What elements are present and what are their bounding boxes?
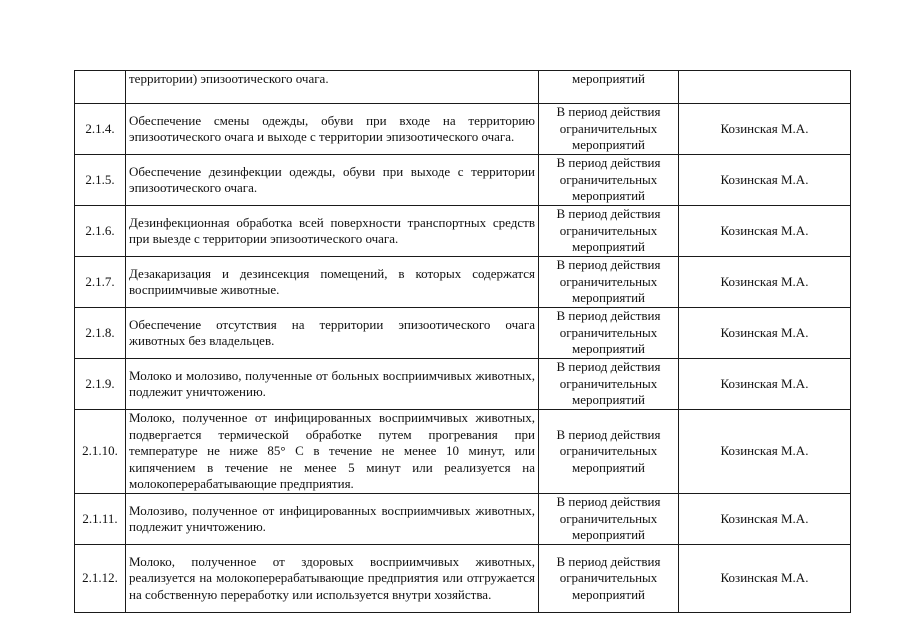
- table-row: [75, 359, 851, 410]
- row-responsible: Козинская М.А.: [679, 494, 851, 545]
- row-number: 2.1.11.: [75, 494, 126, 545]
- row-term: В период действия ограничительных мероприятий: [539, 206, 679, 257]
- table-row: [75, 257, 851, 308]
- row-responsible: Козинская М.А.: [679, 257, 851, 308]
- row-number: 2.1.8.: [75, 308, 126, 359]
- row-description: Молоко и молозиво, полученные от больных восприимчивых животных, подлежит уничтожению.: [126, 359, 539, 410]
- row-number: 2.1.4.: [75, 104, 126, 155]
- row-number: 2.1.9.: [75, 359, 126, 410]
- row-number: 2.1.7.: [75, 257, 126, 308]
- row-term: В период действия ограничительных мероприятий: [539, 104, 679, 155]
- row-term: В период действия ограничительных мероприятий: [539, 359, 679, 410]
- table-row: [75, 104, 851, 155]
- row-term: В период действия ограничительных мероприятий: [539, 545, 679, 613]
- row-description-text: территории) эпизоотического очага.: [129, 71, 329, 86]
- row-number: 2.1.10.: [75, 410, 126, 494]
- row-term: В период действия ограничительных мероприятий: [539, 308, 679, 359]
- measures-table: [74, 70, 851, 613]
- row-responsible: Козинская М.А.: [679, 545, 851, 613]
- table-row: [75, 308, 851, 359]
- row-responsible: Козинская М.А.: [679, 410, 851, 494]
- row-term: В период действия ограничительных мероприятий: [539, 410, 679, 494]
- row-responsible: Козинская М.А.: [679, 308, 851, 359]
- row-responsible: [679, 71, 851, 104]
- row-description: [126, 71, 539, 104]
- row-term: [539, 71, 679, 104]
- row-description: Обеспечение дезинфекции одежды, обуви при выходе с территории эпизоотического очага.: [126, 155, 539, 206]
- row-description: Молозиво, полученное от инфицированных восприимчивых животных, подлежит уничтожению.: [126, 494, 539, 545]
- row-responsible: Козинская М.А.: [679, 359, 851, 410]
- table-row: [75, 71, 851, 104]
- row-responsible: Козинская М.А.: [679, 104, 851, 155]
- row-responsible: Козинская М.А.: [679, 155, 851, 206]
- row-description: Молоко, полученное от здоровых восприимчивых животных, реализуется на молокоперерабатывающие предприятия или отгружается на собственную переработку или используется внутри хозяйства.: [126, 545, 539, 613]
- row-term: В период действия ограничительных мероприятий: [539, 494, 679, 545]
- table-row: [75, 155, 851, 206]
- row-number: 2.1.12.: [75, 545, 126, 613]
- row-description: Обеспечение отсутствия на территории эпизоотического очага животных без владельцев.: [126, 308, 539, 359]
- row-number: 2.1.6.: [75, 206, 126, 257]
- row-term-text: мероприятий: [572, 71, 645, 86]
- row-description: Дезинфекционная обработка всей поверхности транспортных средств при выезде с территории эпизоотического очага.: [126, 206, 539, 257]
- table-row: [75, 410, 851, 494]
- table-row: [75, 206, 851, 257]
- table-row: [75, 494, 851, 545]
- row-term: В период действия ограничительных мероприятий: [539, 155, 679, 206]
- row-term: В период действия ограничительных мероприятий: [539, 257, 679, 308]
- row-description: Обеспечение смены одежды, обуви при входе на территорию эпизоотического очага и выходе с территории эпизоотического очага.: [126, 104, 539, 155]
- table-row: [75, 545, 851, 613]
- row-description: Молоко, полученное от инфицированных восприимчивых животных, подвергается термической обработке путем прогревания при температуре не ниже 85° С в течение не менее 10 минут, или кипячением в течение не менее 5 минут или реализуется на молокоперерабатывающие предприятия.: [126, 410, 539, 494]
- row-number: 2.1.5.: [75, 155, 126, 206]
- row-description: Дезакаризация и дезинсекция помещений, в которых содержатся восприимчивые животные.: [126, 257, 539, 308]
- row-responsible: Козинская М.А.: [679, 206, 851, 257]
- row-number: [75, 71, 126, 104]
